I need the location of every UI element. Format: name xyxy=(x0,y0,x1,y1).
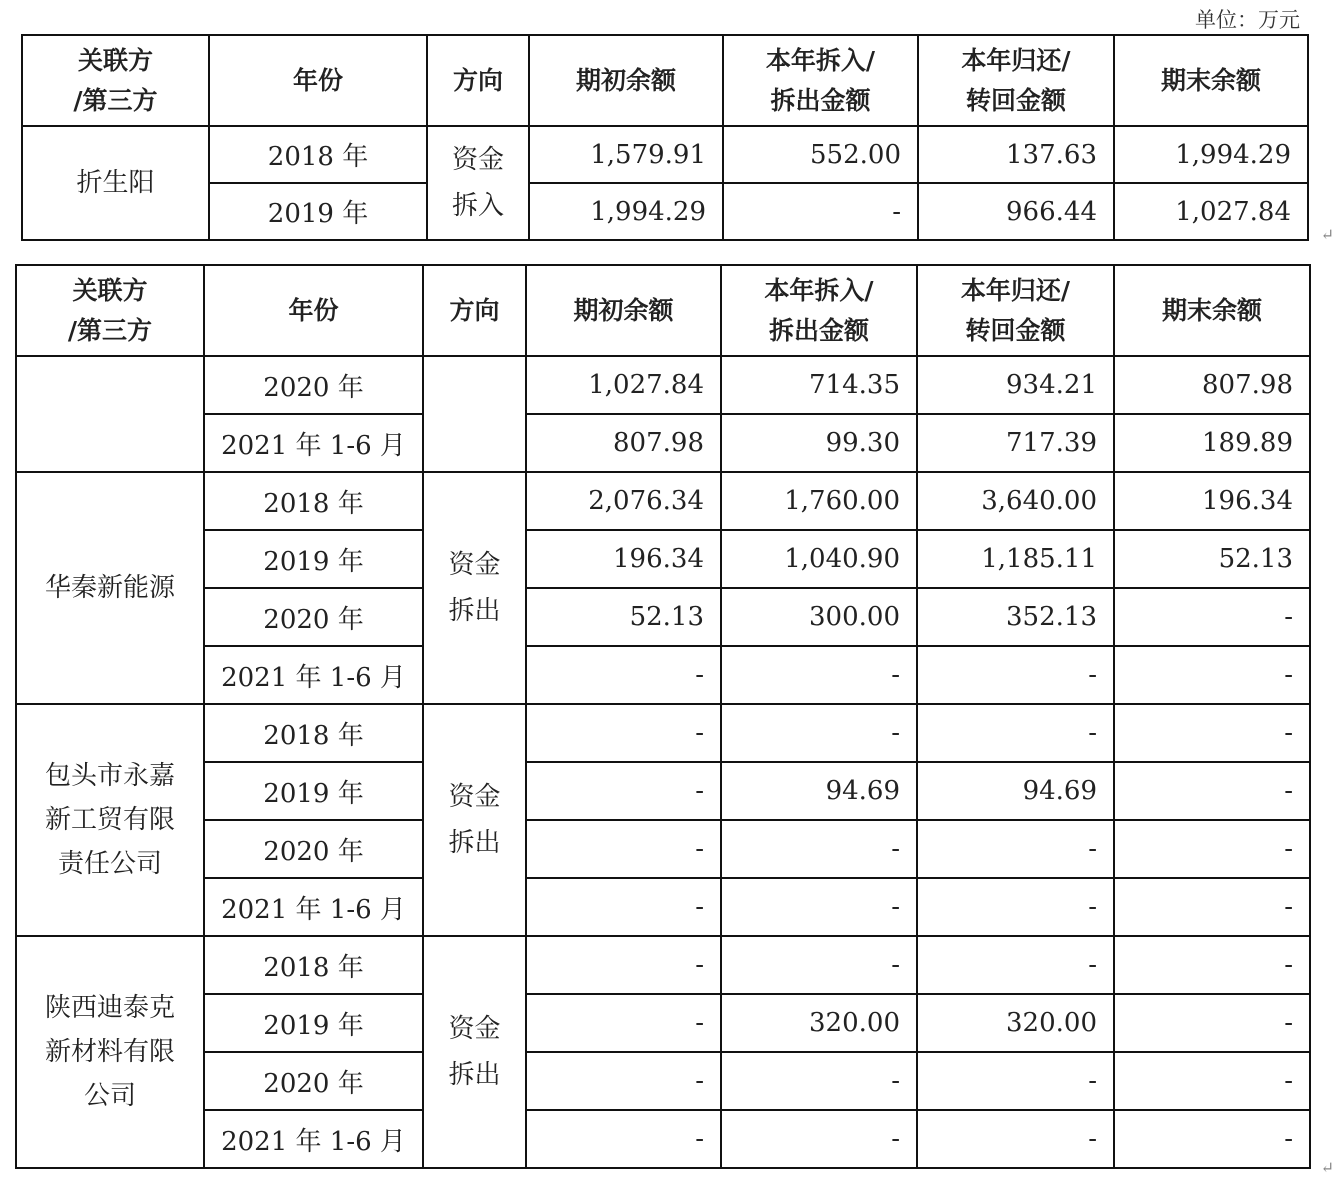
closing-cell: - xyxy=(1114,646,1310,704)
lent-cell: - xyxy=(721,1110,917,1168)
lent-cell: 320.00 xyxy=(721,994,917,1052)
closing-cell: - xyxy=(1114,1110,1310,1168)
year-cell: 2019 年 xyxy=(204,530,423,588)
party-cell: 包头市永嘉 新工贸有限 责任公司 xyxy=(16,704,204,936)
closing-cell: - xyxy=(1114,994,1310,1052)
table-row xyxy=(22,183,1308,240)
return-marker: ↵ xyxy=(1320,225,1334,244)
closing-cell: - xyxy=(1114,762,1310,820)
table-header-row xyxy=(16,265,1310,356)
year-cell: 2020 年 xyxy=(204,820,423,878)
table-row xyxy=(16,646,1310,704)
closing-cell: 196.34 xyxy=(1114,472,1310,530)
opening-cell: - xyxy=(526,994,721,1052)
header-lent-amount: 本年拆入/ 拆出金额 xyxy=(721,265,917,356)
closing-cell: - xyxy=(1114,878,1310,936)
table-row xyxy=(16,472,1310,530)
header-year: 年份 xyxy=(204,265,423,356)
party-cell: 陕西迪泰克 新材料有限 公司 xyxy=(16,936,204,1168)
returned-cell: 94.69 xyxy=(917,762,1114,820)
returned-cell: - xyxy=(917,936,1114,994)
lent-cell: 1,760.00 xyxy=(721,472,917,530)
year-cell: 2020 年 xyxy=(204,356,423,414)
lent-cell: - xyxy=(721,704,917,762)
table-row xyxy=(16,356,1310,414)
header-returned-amount: 本年归还/ 转回金额 xyxy=(918,35,1114,126)
return-marker: ↵ xyxy=(1320,1158,1334,1177)
closing-cell: - xyxy=(1114,1052,1310,1110)
lent-cell: - xyxy=(721,820,917,878)
returned-cell: 137.63 xyxy=(918,126,1114,183)
direction-cell-empty xyxy=(423,356,526,472)
opening-cell: - xyxy=(526,646,721,704)
table-row xyxy=(16,820,1310,878)
table-row xyxy=(16,1052,1310,1110)
lent-cell: 94.69 xyxy=(721,762,917,820)
returned-cell: - xyxy=(917,878,1114,936)
opening-cell: - xyxy=(526,820,721,878)
year-cell: 2021 年 1-6 月 xyxy=(204,414,423,472)
opening-cell: 2,076.34 xyxy=(526,472,721,530)
year-cell: 2020 年 xyxy=(204,588,423,646)
closing-cell: 52.13 xyxy=(1114,530,1310,588)
header-direction: 方向 xyxy=(423,265,526,356)
year-cell: 2020 年 xyxy=(204,1052,423,1110)
opening-cell: - xyxy=(526,1052,721,1110)
opening-cell: - xyxy=(526,1110,721,1168)
returned-cell: - xyxy=(917,820,1114,878)
closing-cell: - xyxy=(1114,588,1310,646)
party-cell: 华秦新能源 xyxy=(16,472,204,704)
opening-cell: 807.98 xyxy=(526,414,721,472)
unit-label: 单位：万元 xyxy=(1195,8,1300,32)
year-cell: 2018 年 xyxy=(204,704,423,762)
year-cell: 2018 年 xyxy=(204,472,423,530)
header-party: 关联方 /第三方 xyxy=(16,265,204,356)
returned-cell: 352.13 xyxy=(917,588,1114,646)
header-closing-balance: 期末余额 xyxy=(1114,35,1308,126)
table-row xyxy=(16,588,1310,646)
header-lent-amount: 本年拆入/ 拆出金额 xyxy=(723,35,918,126)
lent-cell: 99.30 xyxy=(721,414,917,472)
direction-cell: 资金 拆出 xyxy=(423,704,526,936)
returned-cell: 966.44 xyxy=(918,183,1114,240)
party-cell-empty xyxy=(16,356,204,472)
header-closing-balance: 期末余额 xyxy=(1114,265,1310,356)
header-returned-amount: 本年归还/ 转回金额 xyxy=(917,265,1114,356)
fund-borrowing-table-1 xyxy=(21,34,1309,241)
table-row xyxy=(16,878,1310,936)
header-opening-balance: 期初余额 xyxy=(529,35,723,126)
closing-cell: - xyxy=(1114,936,1310,994)
opening-cell: - xyxy=(526,762,721,820)
table-row xyxy=(16,1110,1310,1168)
table-header-row xyxy=(22,35,1308,126)
table-row xyxy=(16,704,1310,762)
lent-cell: 300.00 xyxy=(721,588,917,646)
year-cell: 2018 年 xyxy=(204,936,423,994)
header-party: 关联方 /第三方 xyxy=(22,35,209,126)
direction-cell: 资金 拆出 xyxy=(423,472,526,704)
header-opening-balance: 期初余额 xyxy=(526,265,721,356)
returned-cell: 717.39 xyxy=(917,414,1114,472)
fund-borrowing-table-2 xyxy=(15,264,1311,1169)
lent-cell: - xyxy=(721,646,917,704)
table-row xyxy=(16,936,1310,994)
table-row xyxy=(16,414,1310,472)
returned-cell: - xyxy=(917,1052,1114,1110)
lent-cell: 1,040.90 xyxy=(721,530,917,588)
returned-cell: 3,640.00 xyxy=(917,472,1114,530)
returned-cell: 1,185.11 xyxy=(917,530,1114,588)
party-cell: 折生阳 xyxy=(22,126,209,240)
lent-cell: 714.35 xyxy=(721,356,917,414)
closing-cell: 189.89 xyxy=(1114,414,1310,472)
direction-cell: 资金 拆出 xyxy=(423,936,526,1168)
opening-cell: - xyxy=(526,936,721,994)
returned-cell: - xyxy=(917,1110,1114,1168)
year-cell: 2021 年 1-6 月 xyxy=(204,1110,423,1168)
opening-cell: 1,994.29 xyxy=(529,183,723,240)
closing-cell: 1,994.29 xyxy=(1114,126,1308,183)
header-direction: 方向 xyxy=(427,35,529,126)
header-year: 年份 xyxy=(209,35,427,126)
year-cell: 2021 年 1-6 月 xyxy=(204,878,423,936)
year-cell: 2019 年 xyxy=(204,994,423,1052)
table-row xyxy=(16,530,1310,588)
closing-cell: 1,027.84 xyxy=(1114,183,1308,240)
opening-cell: - xyxy=(526,878,721,936)
closing-cell: - xyxy=(1114,820,1310,878)
year-cell: 2019 年 xyxy=(204,762,423,820)
year-cell: 2021 年 1-6 月 xyxy=(204,646,423,704)
returned-cell: - xyxy=(917,646,1114,704)
opening-cell: 196.34 xyxy=(526,530,721,588)
table-row xyxy=(22,126,1308,183)
opening-cell: 1,579.91 xyxy=(529,126,723,183)
lent-cell: - xyxy=(721,936,917,994)
returned-cell: 934.21 xyxy=(917,356,1114,414)
lent-cell: - xyxy=(723,183,918,240)
closing-cell: - xyxy=(1114,704,1310,762)
returned-cell: 320.00 xyxy=(917,994,1114,1052)
table-row xyxy=(16,994,1310,1052)
year-cell: 2019 年 xyxy=(209,183,427,240)
year-cell: 2018 年 xyxy=(209,126,427,183)
returned-cell: - xyxy=(917,704,1114,762)
opening-cell: 1,027.84 xyxy=(526,356,721,414)
lent-cell: 552.00 xyxy=(723,126,918,183)
direction-cell: 资金 拆入 xyxy=(427,126,529,240)
table-row xyxy=(16,762,1310,820)
opening-cell: - xyxy=(526,704,721,762)
opening-cell: 52.13 xyxy=(526,588,721,646)
closing-cell: 807.98 xyxy=(1114,356,1310,414)
lent-cell: - xyxy=(721,1052,917,1110)
lent-cell: - xyxy=(721,878,917,936)
